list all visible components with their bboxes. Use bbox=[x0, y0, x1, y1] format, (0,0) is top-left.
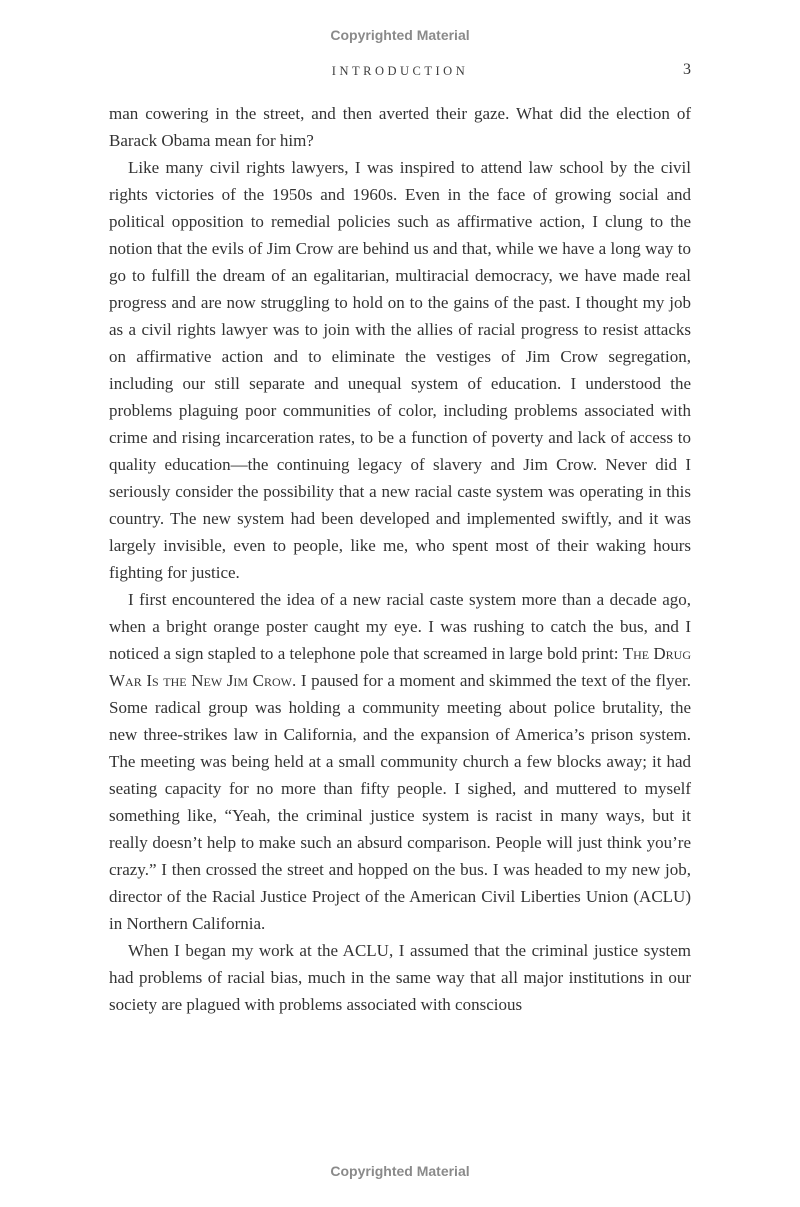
paragraph-1: man cowering in the street, and then averted their gaze. What did the election of Barack Obama mean for him? bbox=[109, 104, 691, 150]
body-text bbox=[109, 100, 691, 1018]
paragraph-2: Like many civil rights lawyers, I was inspired to attend law school by the civil rights victories of the 1950s and 1960s. Even in the face of growing social and political opposition to remedial policies such as affirmative action, I clung to the notion that the evils of Jim Crow are behind us and that, while we have a long way to go to fulfill the dream of an egalitarian, multiracial democracy, we have made real progress and are now struggling to hold on to the gains of the past. I thought my job as a civil rights lawyer was to join with the allies of racial progress to resist attacks on affirmative action and to eliminate the vestiges of Jim Crow segregation, including our still separate and unequal system of education. I understood the problems plaguing poor communities of color, including problems associated with crime and rising incarceration rates, to be a function of poverty and lack of access to quality education—the continuing legacy of slavery and Jim Crow. Never did I seriously consider the possibility that a new racial caste system was operating in this country. The new system had been developed and implemented swiftly, and it was largely invisible, even to people, like me, who spent most of their waking hours fighting for justice. bbox=[109, 158, 691, 582]
paragraph-4: When I began my work at the ACLU, I assumed that the criminal justice system had problems of racial bias, much in the same way that all major institutions in our society are plagued with problems associated with conscious bbox=[109, 941, 691, 1014]
paragraph-3-before: I first encountered the idea of a new racial caste system more than a decade ago, when a bright orange poster caught my eye. I was rushing to catch the bus, and I noticed a sign stapled to a telephone pole that screamed in large bold print: bbox=[109, 590, 691, 663]
page-number: 3 bbox=[683, 61, 691, 78]
paragraph-3 bbox=[109, 586, 691, 937]
copyright-notice-bottom: Copyrighted Material bbox=[330, 1163, 470, 1179]
running-header: INTRODUCTION bbox=[331, 64, 469, 78]
paragraph-3-after: . I paused for a moment and skimmed the text of the flyer. Some radical group was holding a community meeting about police brutality, the new three-strikes law in California, and the expansion of America’s prison system. The meeting was being held at a small community church a few blocks away; it had seating capacity for no more than fifty people. I sighed, and muttered to myself something like, “Yeah, the criminal justice system is racist in many ways, but it really doesn’t help to make such an absurd comparison. People will just think you’re crazy.” I then crossed the street and hopped on the bus. I was headed to my new job, director of the Racial Justice Project of the American Civil Liberties Union (ACLU) in Northern California. bbox=[109, 671, 691, 933]
copyright-notice-top: Copyrighted Material bbox=[330, 27, 470, 43]
page-header bbox=[109, 61, 691, 84]
drug-war-slogan: The Drug War Is the New Jim Crow bbox=[109, 644, 692, 690]
